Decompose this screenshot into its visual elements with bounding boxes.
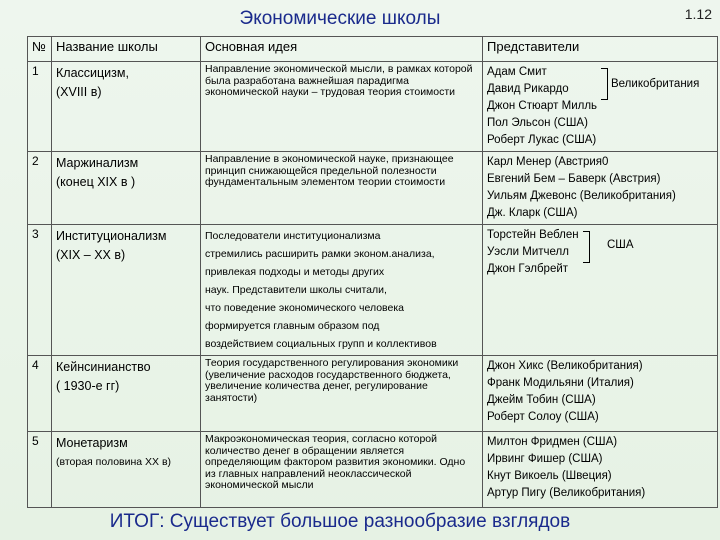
representative: Джон Хикс (Великобритания) [487, 360, 643, 372]
school-name-cell [52, 225, 201, 356]
school-name-cell [52, 152, 201, 225]
representative: Торстейн Веблен [487, 229, 579, 241]
row-num: 3 [28, 225, 52, 356]
school-name-cell [52, 62, 201, 152]
idea-line: формируется главным образом под [205, 320, 380, 332]
group-bracket [583, 231, 590, 263]
representative: Пол Эльсон (США) [487, 117, 588, 129]
table-header-row [28, 37, 718, 62]
school-period: (вторая половина XX в) [56, 456, 172, 468]
representative: Карл Менер (Австрия0 [487, 156, 609, 168]
representative: Роберт Лукас (США) [487, 134, 597, 146]
representative: Джон Стюарт Милль [487, 100, 598, 112]
row-num: 4 [28, 356, 52, 432]
school-representatives [483, 225, 718, 356]
row-num: 2 [28, 152, 52, 225]
schools-table [27, 36, 718, 508]
header-num: № [28, 37, 52, 62]
school-name: Кейнсинианство [56, 360, 151, 374]
representative: Уильям Джевонс (Великобритания) [487, 190, 676, 202]
representative: Джон Гэлбрейт [487, 263, 569, 275]
school-idea: Направление в экономической науке, признающее принцип снижающейся предельной полезности фундаментальным элементом теории стоимости [201, 152, 483, 225]
idea-line: Последователи институционализма [205, 230, 381, 242]
school-period: ( 1930-е гг) [56, 379, 120, 393]
table-row [28, 432, 718, 508]
group-bracket [601, 68, 608, 100]
idea-line: что поведение экономического человека [205, 302, 405, 314]
school-name: Монетаризм [56, 436, 128, 450]
school-name: Классицизм, [56, 66, 129, 80]
school-name: Маржинализм [56, 156, 139, 170]
table-row [28, 225, 718, 356]
row-num: 5 [28, 432, 52, 508]
table-row [28, 152, 718, 225]
idea-line: стремились расширить рамки эконом.анализа, [205, 248, 435, 260]
header-idea: Основная идея [201, 37, 483, 62]
school-name-cell [52, 356, 201, 432]
school-period: (XVIII в) [56, 85, 102, 99]
representative: Милтон Фридмен (США) [487, 436, 618, 448]
representative: Дж. Кларк (США) [487, 207, 578, 219]
idea-line: наук. Представители школы считали, [205, 284, 387, 296]
school-period: (XIX – XX в) [56, 248, 126, 262]
representative: Джейм Тобин (США) [487, 394, 596, 406]
representative: Уэсли Митчелл [487, 246, 569, 258]
school-representatives [483, 356, 718, 432]
school-representatives [483, 432, 718, 508]
representative: Ирвинг Фишер (США) [487, 453, 603, 465]
representative: Адам Смит [487, 66, 547, 78]
school-name: Институционализм [56, 229, 167, 243]
summary-footer: ИТОГ: Существует большое разнообразие взглядов [109, 511, 571, 532]
group-note: США [607, 239, 634, 251]
table-row [28, 62, 718, 152]
representative: Евгений Бем – Баверк (Австрия) [487, 173, 661, 185]
representative: Артур Пигу (Великобритания) [487, 487, 646, 499]
representative: Кнут Викоель (Швеция) [487, 470, 612, 482]
school-idea [201, 225, 483, 356]
school-name-cell [52, 432, 201, 508]
school-idea: Макроэкономическая теория, согласно которой количество денег в обращении является определяющим фактором развития экономики. Одно из главных направлений неоклассической экономической мысли [201, 432, 483, 508]
slide-number: 1.12 [684, 6, 712, 22]
representative: Франк Модильяни (Италия) [487, 377, 634, 389]
idea-line: привлекая подходы и методы других [205, 266, 385, 278]
representative: Давид Рикардо [487, 83, 569, 95]
row-num: 1 [28, 62, 52, 152]
school-period: (конец XIX в ) [56, 175, 136, 189]
group-note: Великобритания [611, 78, 700, 90]
header-name: Название школы [52, 37, 201, 62]
school-representatives [483, 152, 718, 225]
slide-title: Экономические школы [239, 8, 441, 29]
school-representatives [483, 62, 718, 152]
school-idea: Теория государственного регулирования экономики (увеличение расходов государственного бюджета, увеличение количества денег, регулирование занятости) [201, 356, 483, 432]
table-row [28, 356, 718, 432]
idea-line: воздействием социальных групп и коллективов [205, 338, 437, 350]
header-reps: Представители [483, 37, 718, 62]
school-idea: Направление экономической мысли, в рамках которой была разработана важнейшая парадигма экономической науки – трудовая теория стоимости [201, 62, 483, 152]
representative: Роберт Солоу (США) [487, 411, 599, 423]
